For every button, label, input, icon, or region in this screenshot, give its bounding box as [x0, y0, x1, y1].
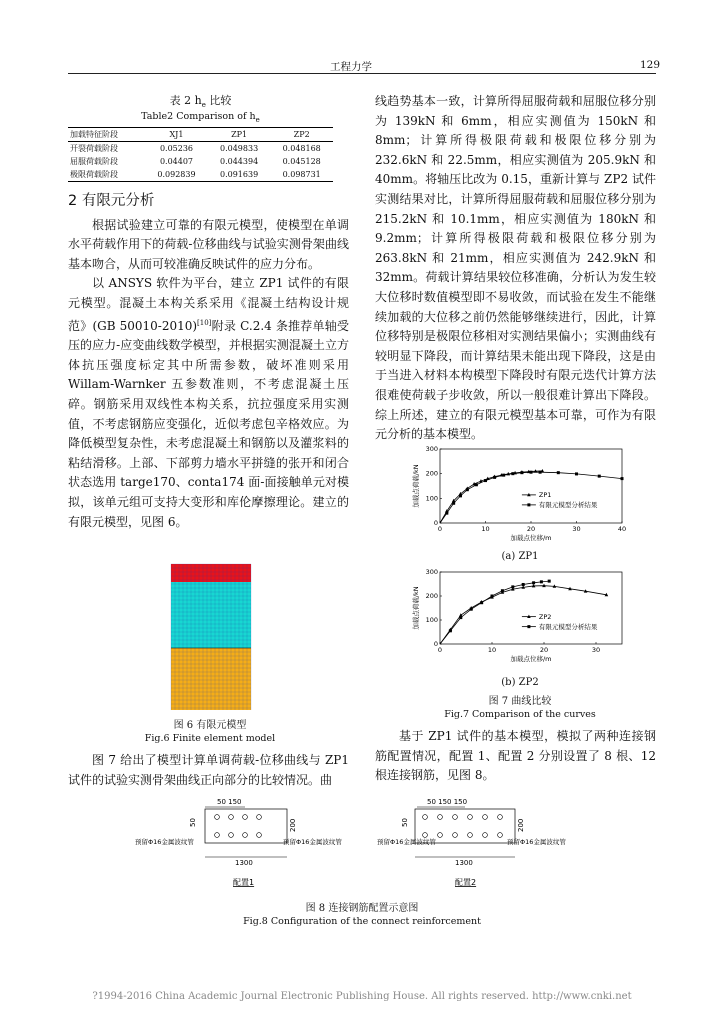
- rebar-bar: [257, 833, 262, 838]
- rebar-bar: [453, 833, 458, 838]
- rebar-bar: [438, 833, 443, 838]
- citation: [10]: [197, 318, 212, 327]
- data-point-square: [575, 472, 578, 475]
- table-cell: 极限荷载阶段: [70, 170, 118, 180]
- rebar-bar: [498, 833, 503, 838]
- x-tick-label: 0: [437, 646, 443, 654]
- data-point-square: [449, 629, 452, 632]
- rebar-bar: [438, 815, 443, 820]
- right-column-tail: [375, 727, 656, 786]
- rebar-bar: [423, 815, 428, 820]
- x-tick-label: 20: [526, 525, 536, 533]
- left-column-tail: [68, 751, 349, 790]
- table-cell: 0.092839: [157, 170, 196, 180]
- table-cell: 0.04407: [159, 157, 194, 167]
- y-tick-label: 100: [425, 494, 438, 503]
- chart-axes: [411, 568, 622, 663]
- y-tick-label: 300: [425, 568, 438, 576]
- chart-axes: [411, 445, 626, 542]
- fig7a-title: (a) ZP1: [501, 551, 539, 562]
- dim-left-1: 50: [189, 818, 197, 827]
- paragraph: 根据试验建立可靠的有限元模型，使模型在单调水平荷载作用下的荷载-位移曲线与试验实测骨架曲线基本吻合，从而可较准确反映试件的应力分布。: [68, 217, 349, 271]
- y-tick-label: 300: [425, 445, 438, 453]
- data-point-square: [459, 494, 462, 497]
- data-point-square: [511, 472, 514, 475]
- label-duct-right-1: 预留Φ16金属波纹管: [283, 838, 342, 846]
- rebar-bar: [498, 815, 503, 820]
- data-point-square: [480, 601, 483, 604]
- config1-label: 配置1: [233, 878, 255, 887]
- table-header-cell: ZP2: [293, 130, 310, 140]
- rebar-bar: [229, 815, 234, 820]
- paragraph: 线趋势基本一致，计算所得屈服荷载和屈服位移分别为 139kN 和 6mm，相应实测值为 150kN 和 8mm；计算所得极限荷载和极限位移分别为 232.6kN 和 22.5mm，相应实测值为 205.9kN 和 40mm。将轴压比改为 0.15，重新计算与 ZP2 试件实测结果对比，计算所得屈服荷载和屈服位移分别为 215.2kN 和 10.1mm，相应实测值为 180kN 和 9.2mm；计算所得极限荷载和极限位移分别为 263.8kN 和 21mm，相应实测值为 242.9kN 和 32mm。荷载计算结果较位移准确，分析认为发生较大位移时数值模型即不易收敛，而试验在发生不能继续加载的大位移之前仍然能够继续进行，因此，计算位移特别是极限位移相对实测结果偏小；实测曲线有较明显下降段，而计算结果未能出现下降段，这是由于当进入材料本构模型下降段时有限元迭代计算方法很难使荷载子步收敛，所以一般很难计算出下降段。综上所述，建立的有限元模型基本可靠，可作为有限元分析的基本模型。: [375, 94, 656, 442]
- data-point-square: [598, 475, 601, 478]
- y-axis-label: 加载点荷载/kN: [412, 464, 420, 508]
- x-axis-label: 加载点位移/m: [510, 655, 552, 663]
- x-tick-label: 20: [539, 646, 549, 654]
- rebar-bar: [229, 833, 234, 838]
- data-point-square: [621, 477, 624, 480]
- rebar-bar: [468, 815, 473, 820]
- data-point-square: [540, 580, 543, 583]
- table-cell: 0.048168: [282, 144, 321, 154]
- config2-drawing: [377, 798, 566, 887]
- data-point-square: [466, 488, 469, 491]
- table-row: [68, 168, 333, 182]
- fig6-caption-en: Fig.6 Finite element model: [144, 733, 276, 744]
- data-point-square: [502, 474, 505, 477]
- table2-title-en: Table2 Comparison of $h_e$: [141, 111, 260, 125]
- dim-w-1: 1300: [235, 859, 253, 867]
- y-tick-label: 200: [425, 469, 438, 478]
- fig7-caption-en: Fig.7 Comparison of the curves: [444, 709, 596, 720]
- data-point-square: [501, 589, 504, 592]
- legend-label: 有限元模型分析结果: [538, 501, 598, 510]
- table-cell: 开裂荷载阶段: [70, 144, 118, 154]
- journal-name: 工程力学: [330, 61, 372, 73]
- paragraph: 图 7 给出了模型计算单调荷载-位移曲线与 ZP1 试件的试验实测骨架曲线正向部分的比较情况。曲: [68, 753, 349, 787]
- config1-section: [205, 809, 287, 843]
- data-point-square: [557, 471, 560, 474]
- section-title: 2 有限元分析: [68, 193, 155, 209]
- header-rule: [68, 73, 656, 74]
- legend-label: ZP2: [538, 612, 552, 621]
- label-duct-right-2: 预留Φ16金属波纹管: [507, 838, 566, 846]
- data-point-square: [522, 583, 525, 586]
- fig7-caption-cn: 图 7 曲线比较: [488, 696, 552, 707]
- series-line-square: [440, 472, 622, 523]
- table2-title-cn: 表 2 $h_e$ 比较: [169, 94, 232, 110]
- fig8-diagram: [125, 797, 585, 897]
- dim-h-2: 200: [517, 818, 525, 832]
- data-point-square: [470, 608, 473, 611]
- table-cell: 0.045128: [282, 157, 321, 167]
- fig6-fe-model: [170, 563, 252, 711]
- table-cell: 0.044394: [219, 157, 259, 167]
- x-tick-label: 10: [487, 646, 497, 654]
- rebar-bar: [243, 815, 248, 820]
- dim-top-1: 50 150: [217, 798, 242, 806]
- data-point-square: [548, 580, 551, 583]
- legend-label: ZP1: [538, 491, 552, 500]
- legend-marker-square: [527, 625, 530, 628]
- table-cell: 0.091639: [219, 170, 259, 180]
- y-tick-label: 0: [433, 519, 438, 527]
- series-line-triangle: [440, 586, 606, 644]
- data-point-square: [452, 502, 455, 505]
- data-point-square: [532, 581, 535, 584]
- table2-block: [68, 92, 333, 182]
- legend-label: 有限元模型分析结果: [538, 622, 598, 631]
- x-tick-label: 30: [572, 525, 581, 533]
- rebar-bar: [215, 833, 220, 838]
- x-tick-label: 30: [591, 646, 601, 654]
- paragraph: 基于 ZP1 试件的基本模型，模拟了两种连接钢筋配置情况，配置 1、配置 2 分别设置了 8 根、12 根连接钢筋，见图 8。: [375, 729, 656, 783]
- data-point-square: [484, 479, 487, 482]
- dim-h-1: 200: [289, 818, 297, 832]
- rebar-bar: [423, 833, 428, 838]
- table2-header-row: [68, 128, 333, 142]
- table-cell: 0.098731: [282, 170, 321, 180]
- y-tick-label: 200: [425, 592, 438, 600]
- x-tick-label: 40: [617, 525, 627, 533]
- table-row: [68, 142, 333, 156]
- config2-bars: [423, 815, 503, 838]
- table-header-cell: XJ1: [169, 130, 184, 140]
- rebar-bar: [483, 815, 488, 820]
- series-line-square: [440, 581, 549, 644]
- rebar-bar: [243, 833, 248, 838]
- dim-top-2: 50 150 150: [427, 798, 468, 806]
- table-cell: 屈服荷载阶段: [70, 157, 118, 167]
- data-point-square: [475, 483, 478, 486]
- paragraph: 以 ANSYS 软件为平台，建立 ZP1 试件的有限元模型。混凝土本构关系采用《混凝土结构设计规范》(GB 50010-2010)[10]附录 C.2.4 条推荐单轴受压的应力-应变曲线数学模型，并根据实测混凝土立方体抗压强度标定其中所需参数，破坏准则采用 Willam-Warnker 五参数准则，不考虑混凝土压碎。钢筋采用双线性本构关系，抗拉强度采用实测值，不考虑钢筋应变强化，近似考虑包辛格效应。为降低模型复杂性，未考虑混凝土和钢筋以及灌浆料的粘结滑移。上部、下部剪力墙水平拼缝的张开和闭合状态选用 targe170、conta174 面-面接触单元对模拟，该单元组可支持大变形和库伦摩擦理论。建立的有限元模型，见图 6。: [68, 276, 349, 529]
- table-cell: 0.05236: [159, 144, 194, 154]
- fig7a-chart: [400, 445, 640, 565]
- config2-label: 配置2: [455, 878, 477, 887]
- data-point-square: [493, 476, 496, 479]
- label-duct-left-1: 预留Φ16金属波纹管: [135, 838, 194, 846]
- data-point-square: [539, 471, 542, 474]
- page-header: [0, 52, 724, 72]
- page-number: 129: [640, 59, 661, 71]
- data-point-square: [511, 585, 514, 588]
- data-point-square: [445, 512, 448, 515]
- right-column-text: [375, 92, 656, 445]
- table2: [68, 127, 333, 182]
- x-tick-label: 0: [437, 525, 443, 533]
- data-point-square: [530, 471, 533, 474]
- config1-bars: [215, 815, 262, 838]
- copyright-footer: ?1994-2016 China Academic Journal Electronic Publishing House. All rights reserved. http://www.cnki.net: [92, 991, 632, 1002]
- fig7b-chart: [400, 566, 640, 676]
- y-tick-label: 100: [425, 616, 438, 624]
- fig7b-title: (b) ZP2: [501, 677, 539, 688]
- table-header-cell: ZP1: [231, 130, 248, 140]
- fig6-caption-cn: 图 6 有限元模型: [173, 720, 247, 731]
- data-point-square: [491, 595, 494, 598]
- legend-marker-square: [527, 503, 530, 506]
- data-point-square: [520, 471, 523, 474]
- rebar-bar: [257, 815, 262, 820]
- x-axis-label: 加载点位移/m: [510, 534, 552, 542]
- left-column-text: [68, 192, 349, 532]
- dim-w-2: 1300: [455, 859, 473, 867]
- table-row: [68, 155, 333, 168]
- rebar-bar: [483, 833, 488, 838]
- label-duct-left-2: 预留Φ16金属波纹管: [377, 838, 436, 846]
- table-cell: 0.049833: [219, 144, 259, 154]
- rebar-bar: [468, 833, 473, 838]
- rebar-bar: [453, 815, 458, 820]
- y-axis-label: 加载点荷载/kN: [412, 586, 420, 630]
- fig8-caption-cn: 图 8 连接钢筋配置示意图: [305, 903, 419, 914]
- fe-mesh: [171, 564, 251, 710]
- rebar-bar: [215, 815, 220, 820]
- fig8-caption-en: Fig.8 Configuration of the connect reinforcement: [243, 916, 481, 927]
- x-tick-label: 10: [481, 525, 490, 533]
- config1-drawing: [135, 798, 342, 887]
- y-tick-label: 0: [433, 640, 438, 648]
- dim-left-2: 50: [401, 818, 409, 827]
- table-header-cell: 加载特征阶段: [70, 130, 118, 140]
- data-point-square: [459, 616, 462, 619]
